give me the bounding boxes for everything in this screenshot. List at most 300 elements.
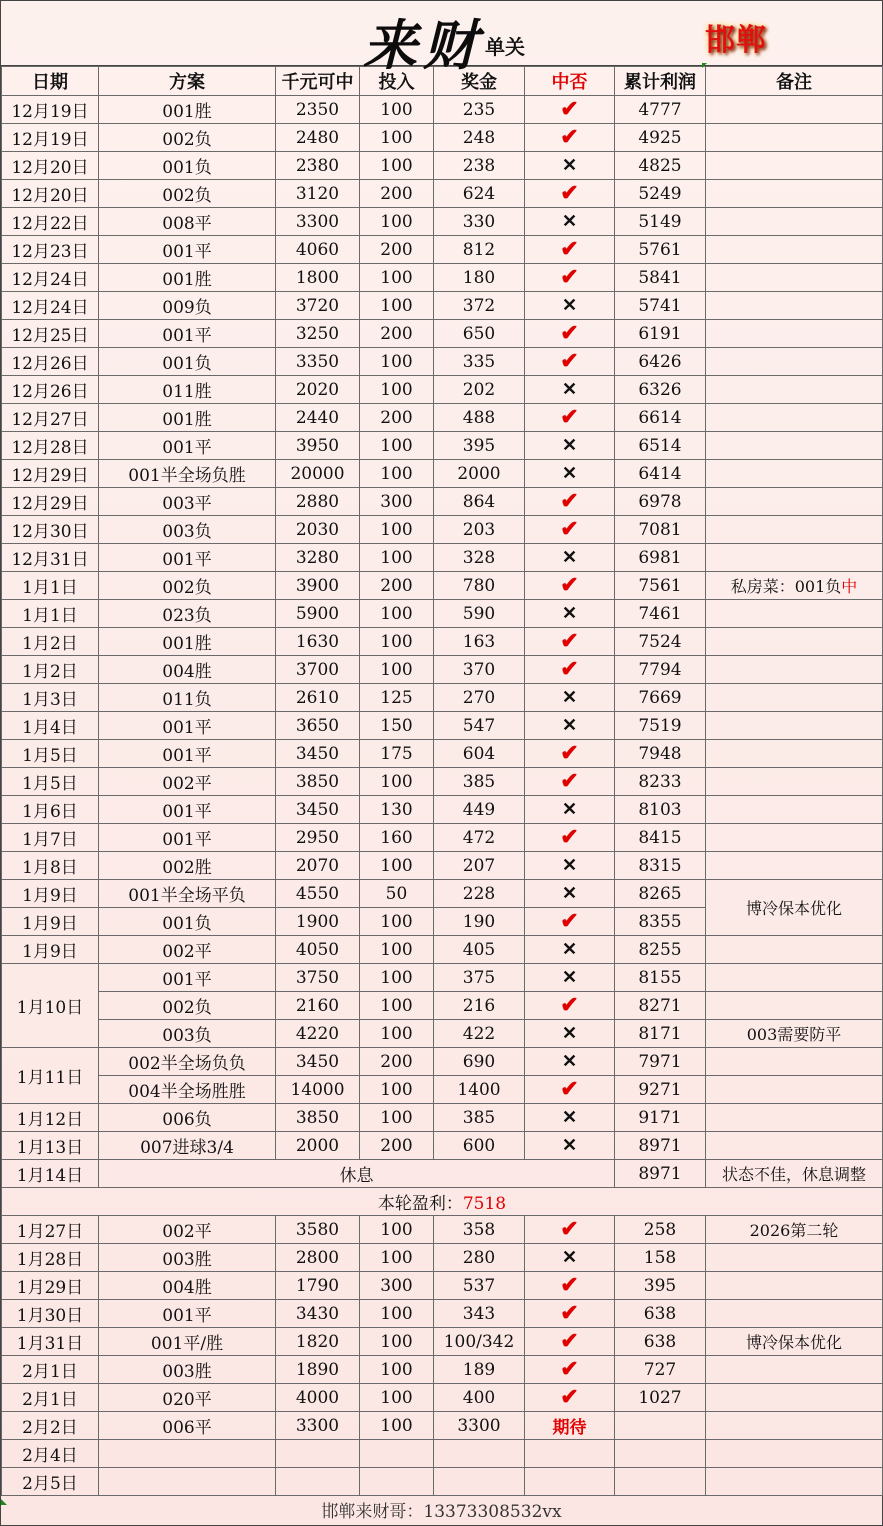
cumulative-cell: 6414 [615,460,706,488]
cumulative-cell: 727 [615,1356,706,1384]
table-row [2,796,883,824]
cross-icon: ✕ [561,1107,578,1128]
note-cell [706,852,883,880]
cross-icon: ✕ [561,883,578,904]
date-cell: 12月19日 [2,124,99,152]
note-cell [706,516,883,544]
title-bar [1,1,882,77]
table-row [2,1132,883,1160]
table-row [2,124,883,152]
date-cell: 1月9日 [2,880,99,908]
per1000-cell: 3300 [276,1412,360,1440]
prize-cell [434,1440,525,1468]
date-cell: 1月27日 [2,1216,99,1244]
plan-cell: 009负 [99,292,276,320]
prize-cell: 547 [434,712,525,740]
prize-cell: 180 [434,264,525,292]
prize-cell: 235 [434,96,525,124]
date-cell: 12月29日 [2,488,99,516]
check-icon: ✔ [560,488,579,514]
table-row [2,1076,883,1104]
prize-cell: 270 [434,684,525,712]
prize-cell: 488 [434,404,525,432]
stake-cell: 100 [360,1328,434,1356]
stake-cell: 100 [360,516,434,544]
cumulative-cell: 9171 [615,1104,706,1132]
result-cell [525,96,615,124]
note-cell [706,1244,883,1272]
per1000-cell: 3430 [276,1300,360,1328]
col-header-result: 中否 [525,67,615,96]
plan-cell: 011胜 [99,376,276,404]
note-highlight: 中 [841,577,858,596]
check-icon: ✔ [560,348,579,374]
plan-cell: 011负 [99,684,276,712]
date-cell: 12月22日 [2,208,99,236]
table-row [2,1020,883,1048]
result-cell [525,768,615,796]
check-icon: ✔ [560,96,579,122]
col-header-date: 日期 [2,67,99,96]
plan-cell: 002负 [99,572,276,600]
table-row [2,964,883,992]
cumulative-cell: 8171 [615,1020,706,1048]
check-icon: ✔ [560,572,579,598]
date-cell: 12月23日 [2,236,99,264]
cumulative-cell: 158 [615,1244,706,1272]
prize-cell: 202 [434,376,525,404]
per1000-cell: 3350 [276,348,360,376]
summary-row [2,1188,883,1216]
per1000-cell: 4050 [276,936,360,964]
note-cell [706,572,883,600]
stake-cell: 200 [360,572,434,600]
note-cell: 2026第二轮 [706,1216,883,1244]
result-cell [525,1216,615,1244]
table-row [2,1272,883,1300]
per1000-cell: 1790 [276,1272,360,1300]
date-cell: 1月13日 [2,1132,99,1160]
result-cell [525,1412,615,1440]
cumulative-cell: 5841 [615,264,706,292]
plan-cell: 002负 [99,992,276,1020]
cumulative-cell: 8271 [615,992,706,1020]
cumulative-cell: 6978 [615,488,706,516]
result-cell [525,208,615,236]
stake-cell: 100 [360,1356,434,1384]
per1000-cell: 2070 [276,852,360,880]
prize-cell: 238 [434,152,525,180]
date-cell: 1月12日 [2,1104,99,1132]
rest-text: 休息 [99,1160,615,1188]
plan-cell: 001胜 [99,96,276,124]
prize-cell: 385 [434,1104,525,1132]
result-cell [525,936,615,964]
cumulative-cell: 4825 [615,152,706,180]
plan-cell: 001平 [99,1300,276,1328]
round1-body [2,96,883,1160]
cumulative-cell: 7794 [615,656,706,684]
plan-cell: 001平 [99,712,276,740]
date-cell: 1月8日 [2,852,99,880]
stake-cell: 100 [360,964,434,992]
note-cell [706,1272,883,1300]
date-cell: 1月9日 [2,936,99,964]
result-cell [525,908,615,936]
prize-cell: 203 [434,516,525,544]
plan-cell: 001平 [99,236,276,264]
check-icon: ✔ [560,628,579,654]
prize-cell: 690 [434,1048,525,1076]
pending-badge: 期待 [552,1418,587,1438]
result-cell [525,852,615,880]
result-cell [525,488,615,516]
cumulative-cell: 5249 [615,180,706,208]
plan-cell: 003负 [99,516,276,544]
date-cell: 12月26日 [2,376,99,404]
note-cell [706,348,883,376]
per1000-cell: 3850 [276,768,360,796]
stake-cell: 100 [360,908,434,936]
per1000-cell: 4220 [276,1020,360,1048]
result-cell [525,964,615,992]
prize-cell: 395 [434,432,525,460]
note-cell [706,1384,883,1412]
note-cell-merged: 博冷保本优化 [706,880,883,936]
plan-cell: 008平 [99,208,276,236]
result-cell [525,656,615,684]
table-row [2,600,883,628]
result-cell [525,236,615,264]
stake-cell: 200 [360,1048,434,1076]
prize-cell: 190 [434,908,525,936]
note-cell [706,824,883,852]
cross-icon: ✕ [561,547,578,568]
date-cell: 12月19日 [2,96,99,124]
plan-cell: 003胜 [99,1356,276,1384]
result-cell [525,292,615,320]
cumulative-cell: 6981 [615,544,706,572]
check-icon: ✔ [560,1300,579,1326]
stake-cell [360,1468,434,1496]
stake-cell: 200 [360,320,434,348]
stake-cell: 100 [360,852,434,880]
note-cell [706,768,883,796]
col-header-cumulative: 累计利润 [615,67,706,96]
result-cell [525,880,615,908]
table-row [2,264,883,292]
date-cell: 1月1日 [2,572,99,600]
result-cell [525,516,615,544]
summary-label: 本轮盈利： [377,1194,463,1214]
per1000-cell: 1820 [276,1328,360,1356]
result-cell [525,1328,615,1356]
result-cell [525,1384,615,1412]
table-row [2,236,883,264]
logo: 邯郸 [705,23,767,58]
check-icon: ✔ [560,236,579,262]
prize-cell: 780 [434,572,525,600]
plan-cell: 001平 [99,740,276,768]
per1000-cell: 2350 [276,96,360,124]
check-icon: ✔ [560,1076,579,1102]
plan-cell: 001胜 [99,404,276,432]
plan-cell: 002负 [99,180,276,208]
cross-icon: ✕ [561,1135,578,1156]
cumulative-cell: 6326 [615,376,706,404]
note-cell [706,740,883,768]
prize-cell: 624 [434,180,525,208]
cumulative-cell: 1027 [615,1384,706,1412]
cumulative-cell: 4777 [615,96,706,124]
prize-cell: 248 [434,124,525,152]
stake-cell: 100 [360,1300,434,1328]
per1000-cell: 1630 [276,628,360,656]
col-header-prize: 奖金 [434,67,525,96]
rest-body [2,1160,883,1216]
prize-cell: 604 [434,740,525,768]
plan-cell: 002平 [99,768,276,796]
date-cell: 1月28日 [2,1244,99,1272]
note-cell [706,1076,883,1104]
date-cell: 1月6日 [2,796,99,824]
table-row [2,992,883,1020]
note-cell [706,964,883,992]
table-row [2,1048,883,1076]
note-cell [706,152,883,180]
per1000-cell: 3450 [276,1048,360,1076]
prize-cell: 280 [434,1244,525,1272]
date-cell: 1月5日 [2,740,99,768]
result-cell [525,628,615,656]
per1000-cell: 2610 [276,684,360,712]
per1000-cell: 3280 [276,544,360,572]
prize-cell: 163 [434,628,525,656]
cross-icon: ✕ [561,1051,578,1072]
date-cell: 1月30日 [2,1300,99,1328]
stake-cell: 100 [360,264,434,292]
page-subtitle: 单关 [485,35,525,59]
prize-cell: 328 [434,544,525,572]
cross-icon: ✕ [561,939,578,960]
plan-cell: 002胜 [99,852,276,880]
date-cell: 1月2日 [2,628,99,656]
result-cell [525,264,615,292]
cumulative-cell: 7524 [615,628,706,656]
plan-cell: 001平 [99,544,276,572]
date-cell: 12月27日 [2,404,99,432]
per1000-cell: 2160 [276,992,360,1020]
prize-cell: 372 [434,292,525,320]
table-row [2,740,883,768]
prize-cell: 370 [434,656,525,684]
stake-cell: 100 [360,432,434,460]
table-row [2,180,883,208]
result-cell [525,712,615,740]
note-cell [706,124,883,152]
per1000-cell: 2800 [276,1244,360,1272]
note-cell [706,600,883,628]
stake-cell: 100 [360,1104,434,1132]
cumulative-cell: 7561 [615,572,706,600]
plan-cell: 001平 [99,824,276,852]
stake-cell: 200 [360,404,434,432]
stake-cell: 125 [360,684,434,712]
table-row [2,572,883,600]
cumulative-cell: 8255 [615,936,706,964]
note-text: 私房菜：001负 [730,577,842,596]
prize-cell: 100/342 [434,1328,525,1356]
table-row [2,1440,883,1468]
prize-cell: 1400 [434,1076,525,1104]
cumulative-cell: 6614 [615,404,706,432]
stake-cell: 100 [360,768,434,796]
table-row [2,936,883,964]
rest-row [2,1160,883,1188]
table-row [2,488,883,516]
cumulative-cell: 8155 [615,964,706,992]
table-row [2,544,883,572]
stake-cell: 100 [360,124,434,152]
plan-cell: 006负 [99,1104,276,1132]
note-cell [706,656,883,684]
plan-cell: 002平 [99,936,276,964]
prize-cell: 405 [434,936,525,964]
table-row [2,432,883,460]
prize-cell: 422 [434,1020,525,1048]
cumulative-cell: 6191 [615,320,706,348]
date-cell: 1月29日 [2,1272,99,1300]
date-cell: 2月5日 [2,1468,99,1496]
date-cell: 1月9日 [2,908,99,936]
table-row [2,852,883,880]
cumulative-cell: 8355 [615,908,706,936]
stake-cell: 150 [360,712,434,740]
stake-cell: 100 [360,460,434,488]
date-cell: 12月24日 [2,264,99,292]
plan-cell: 003平 [99,488,276,516]
note-cell [706,180,883,208]
cumulative-cell: 6514 [615,432,706,460]
check-icon: ✔ [560,1356,579,1382]
cumulative-cell: 9271 [615,1076,706,1104]
table-row [2,208,883,236]
plan-cell: 002平 [99,1216,276,1244]
date-cell: 1月2日 [2,656,99,684]
prize-cell: 330 [434,208,525,236]
summary-cell [2,1188,883,1216]
cumulative-cell: 6426 [615,348,706,376]
result-cell [525,544,615,572]
table-row [2,768,883,796]
date-cell: 12月29日 [2,460,99,488]
cumulative-cell [615,1468,706,1496]
plan-cell: 001平 [99,796,276,824]
cumulative-cell: 8265 [615,880,706,908]
plan-cell: 003胜 [99,1244,276,1272]
date-cell: 1月31日 [2,1328,99,1356]
check-icon: ✔ [560,180,579,206]
date-cell: 2月2日 [2,1412,99,1440]
per1000-cell: 3950 [276,432,360,460]
cumulative-cell: 8315 [615,852,706,880]
cumulative-cell: 5761 [615,236,706,264]
stake-cell: 100 [360,1020,434,1048]
stake-cell: 200 [360,180,434,208]
result-cell [525,1104,615,1132]
table-row [2,320,883,348]
cross-icon: ✕ [561,295,578,316]
check-icon: ✔ [560,992,579,1018]
plan-cell: 001负 [99,348,276,376]
stake-cell: 175 [360,740,434,768]
result-cell [525,152,615,180]
check-icon: ✔ [560,768,579,794]
stake-cell: 100 [360,376,434,404]
stake-cell: 130 [360,796,434,824]
date-cell: 12月20日 [2,180,99,208]
stake-cell: 100 [360,628,434,656]
cumulative-cell: 395 [615,1272,706,1300]
result-cell [525,1468,615,1496]
per1000-cell: 3450 [276,740,360,768]
result-cell [525,1076,615,1104]
per1000-cell [276,1468,360,1496]
stake-cell: 100 [360,1216,434,1244]
plan-cell: 001平 [99,964,276,992]
stake-cell: 50 [360,880,434,908]
plan-cell: 001胜 [99,628,276,656]
note-cell [706,936,883,964]
plan-cell: 004胜 [99,656,276,684]
date-cell: 1月3日 [2,684,99,712]
table-row [2,348,883,376]
cross-icon: ✕ [561,379,578,400]
note-cell [706,1048,883,1076]
note-cell [706,1104,883,1132]
stake-cell: 100 [360,208,434,236]
table-row [2,376,883,404]
check-icon: ✔ [560,1272,579,1298]
cumulative-cell: 7971 [615,1048,706,1076]
table-row [2,152,883,180]
table-row [2,628,883,656]
cross-icon: ✕ [561,155,578,176]
per1000-cell: 14000 [276,1076,360,1104]
cumulative-cell: 8415 [615,824,706,852]
prize-cell: 864 [434,488,525,516]
per1000-cell: 3450 [276,796,360,824]
cross-icon: ✕ [561,1247,578,1268]
summary-value: 7518 [462,1194,507,1214]
check-icon: ✔ [560,824,579,850]
result-cell [525,1020,615,1048]
result-cell [525,1300,615,1328]
plan-cell: 004胜 [99,1272,276,1300]
note-cell [706,1468,883,1496]
stake-cell: 200 [360,236,434,264]
cumulative-cell: 638 [615,1300,706,1328]
table-row [2,1216,883,1244]
prize-cell: 472 [434,824,525,852]
cumulative-cell [615,1412,706,1440]
col-header-note: 备注 [706,67,883,96]
prize-cell: 385 [434,768,525,796]
prize-cell: 590 [434,600,525,628]
col-header-plan: 方案 [99,67,276,96]
note-cell [706,292,883,320]
result-cell [525,600,615,628]
